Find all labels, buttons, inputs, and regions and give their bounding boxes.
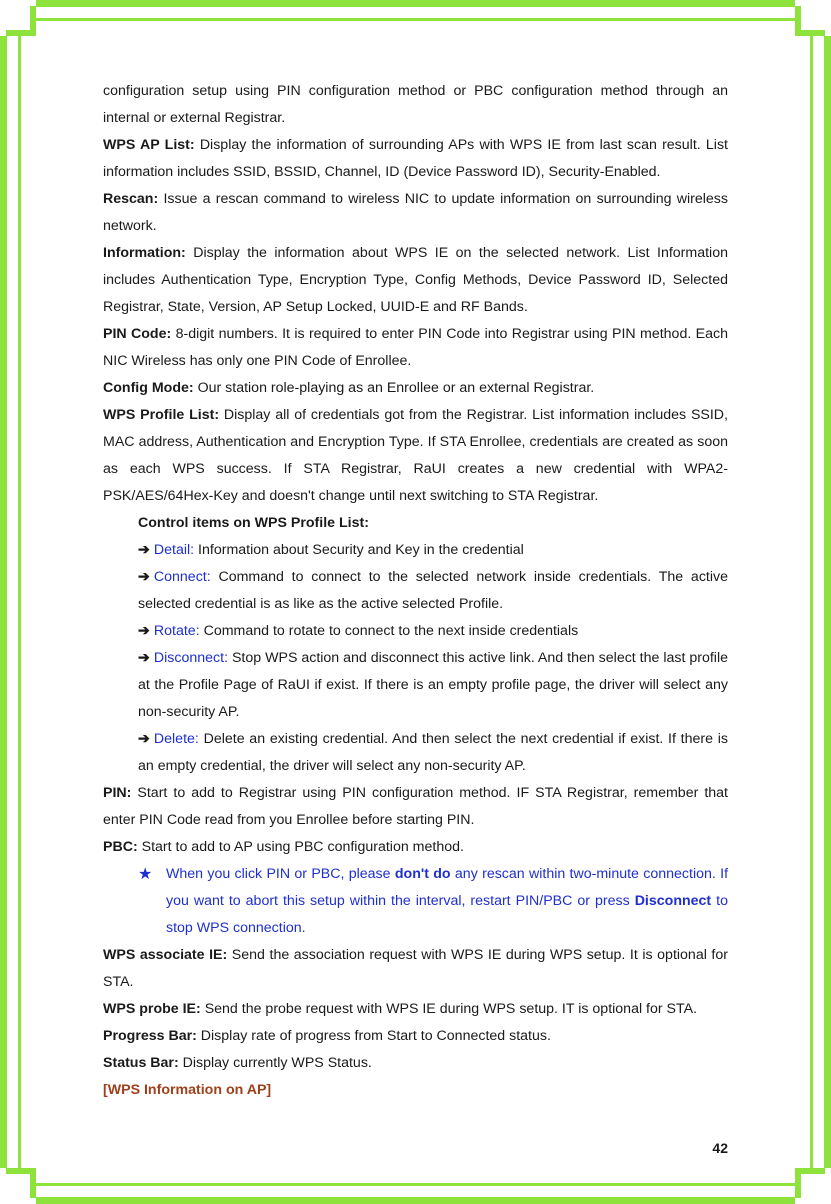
intro-paragraph: configuration setup using PIN configuration method or PBC configuration method through an internal or external Registrar. <box>103 83 728 126</box>
frame-bottom-border <box>36 1197 795 1204</box>
term-description: Display rate of progress from Start to Connected status. <box>196 1028 551 1044</box>
wps-profile-list-paragraph <box>103 402 728 510</box>
control-item-name: Detail: <box>153 542 195 558</box>
term-description: Send the probe request with WPS IE during WPS setup. IT is optional for STA. <box>200 1001 698 1017</box>
note-emphasis: Disconnect <box>634 893 712 909</box>
arrow-icon: ➔ <box>138 569 150 585</box>
progress-bar-paragraph <box>103 1023 728 1050</box>
term-label: Progress Bar: <box>103 1028 197 1044</box>
note-part: When you click PIN or PBC, please <box>166 866 395 882</box>
control-items-heading-text: Control items on WPS Profile List: <box>138 515 369 531</box>
control-item-text: Command to rotate to connect to the next inside credentials <box>199 623 579 639</box>
pin-code-paragraph <box>103 321 728 375</box>
control-item-rotate <box>103 618 728 645</box>
frame-corner-bottom-right <box>795 1168 825 1198</box>
pbc-paragraph <box>103 834 728 861</box>
section-heading-wps-information-on-ap: [WPS Information on AP] <box>103 1082 272 1098</box>
term-label: Status Bar: <box>103 1055 179 1071</box>
rescan-paragraph <box>103 186 728 240</box>
config-mode-paragraph <box>103 375 728 402</box>
note-emphasis: don't do <box>394 866 451 882</box>
information-paragraph <box>103 240 728 321</box>
term-description: Display the information of surrounding APs with WPS IE from last scan result. List information includes SSID, BSSID, Channel, ID (Device Password ID), Security-Enabled. <box>103 137 728 180</box>
term-description: Display the information about WPS IE on the selected network. List Information includes Authentication Type, Encryption Type, Config Methods, Device Password ID, Selected Registrar, State, Version, AP Setup Locked, UUID-E and RF Bands. <box>103 245 728 315</box>
star-icon: ★ <box>138 866 153 883</box>
control-item-detail <box>103 537 728 564</box>
arrow-icon: ➔ <box>138 731 150 747</box>
control-item-text: Command to connect to the selected network inside credentials. The active selected credential is as like as the active selected Profile. <box>138 569 728 612</box>
frame-top-border <box>36 0 795 7</box>
term-label: PIN Code: <box>103 326 172 342</box>
control-item-name: Disconnect: <box>153 650 229 666</box>
term-description: Display all of credentials got from the Registrar. List information includes SSID, MAC address, Authentication and Encryption Type. If STA Enrollee, credentials are created as soon as each WPS success. If STA Registrar, RaUI creates a new credential with WPA2-PSK/AES/64Hex-Key and doesn't change until next switching to STA Registrar. <box>103 407 728 504</box>
term-label: PIN: <box>103 785 132 801</box>
note-part: any rescan within two-minute connection. If you want to abort this setup within the interval, restart PIN/PBC or press <box>166 866 729 909</box>
wps-associate-ie-paragraph <box>103 942 728 996</box>
frame-corner-bottom-left <box>6 1168 36 1198</box>
term-description: Our station role-playing as an Enrollee or an external Registrar. <box>193 380 595 396</box>
frame-inner-top <box>36 18 795 21</box>
control-item-name: Delete: <box>153 731 199 747</box>
document-body <box>103 78 728 1104</box>
term-label: WPS probe IE: <box>103 1001 201 1017</box>
term-description: Issue a rescan command to wireless NIC to update information on surrounding wireless network. <box>103 191 728 234</box>
frame-inner-left <box>18 36 21 1168</box>
note-part: to stop WPS connection. <box>166 893 728 936</box>
control-item-text: Information about Security and Key in the credential <box>194 542 524 558</box>
control-item-text: Stop WPS action and disconnect this active link. And then select the last profile at the Profile Page of RaUI if exist. If there is an empty profile page, the driver will select any non-security AP. <box>138 650 729 720</box>
term-label: PBC: <box>103 839 138 855</box>
control-item-text: Delete an existing credential. And then select the next credential if exist. If there is an empty credential, the driver will select any non-security AP. <box>138 731 728 774</box>
control-item-name: Rotate: <box>153 623 200 639</box>
wps-probe-ie-paragraph <box>103 996 728 1023</box>
frame-inner-bottom <box>36 1183 795 1186</box>
frame-corner-top-right <box>795 6 825 36</box>
frame-right-border <box>824 36 831 1168</box>
term-label: WPS associate IE: <box>103 947 228 963</box>
arrow-icon: ➔ <box>138 542 150 558</box>
term-description: Start to add to Registrar using PIN configuration method. IF STA Registrar, remember that enter PIN Code read from you Enrollee before starting PIN. <box>103 785 728 828</box>
term-label: WPS Profile List: <box>103 407 220 423</box>
control-item-disconnect <box>103 645 728 726</box>
arrow-icon: ➔ <box>138 650 150 666</box>
term-description: 8-digit numbers. It is required to enter PIN Code into Registrar using PIN method. Each NIC Wireless has only one PIN Code of Enrollee. <box>103 326 728 369</box>
frame-inner-right <box>810 36 813 1168</box>
wps-ap-list-paragraph <box>103 132 728 186</box>
control-item-delete <box>103 726 728 780</box>
control-item-connect <box>103 564 728 618</box>
control-items-heading <box>103 510 728 537</box>
term-label: Information: <box>103 245 186 261</box>
frame-corner-top-left <box>6 6 36 36</box>
term-description: Start to add to AP using PBC configuration method. <box>137 839 464 855</box>
term-label: Config Mode: <box>103 380 194 396</box>
term-description: Display currently WPS Status. <box>178 1055 372 1071</box>
pin-paragraph <box>103 780 728 834</box>
term-label: WPS AP List: <box>103 137 195 153</box>
note-text <box>166 861 728 942</box>
page-number: 42 <box>712 1140 728 1156</box>
status-bar-paragraph <box>103 1050 728 1077</box>
control-item-name: Connect: <box>153 569 211 585</box>
pbc-note <box>103 861 728 942</box>
frame-left-border <box>0 36 7 1168</box>
term-label: Rescan: <box>103 191 159 207</box>
term-description: Send the association request with WPS IE during WPS setup. It is optional for STA. <box>103 947 728 990</box>
arrow-icon: ➔ <box>138 623 150 639</box>
